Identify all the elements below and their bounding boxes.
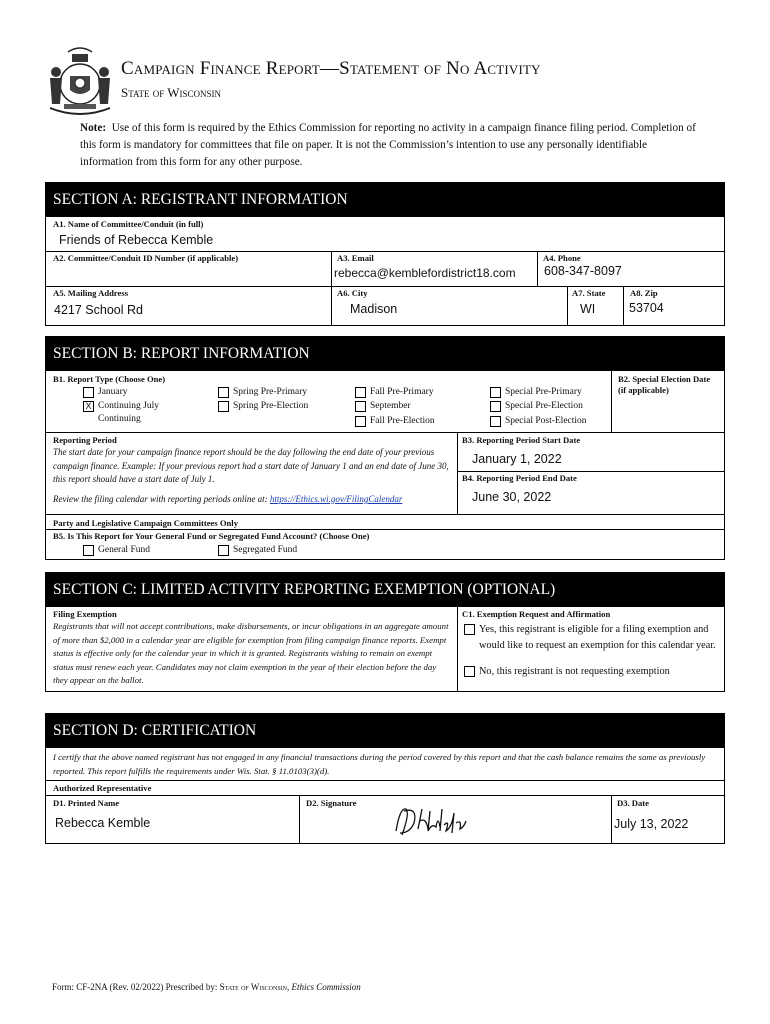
checkbox[interactable] [355,416,366,427]
mailing-address-field[interactable]: 4217 School Rd [54,303,143,317]
a4-label: A4. Phone [543,253,581,263]
fund-segregated[interactable]: Segregated Fund [218,545,297,556]
report-type-january[interactable]: January [83,387,128,398]
party-label: Party and Legislative Campaign Committees Only [53,518,238,528]
a8-label: A8. Zip [630,288,658,298]
exemption-yes-option[interactable]: Yes, this registrant is eligible for a filing exemption and would like to request an exemption for this calendar year. [464,622,720,653]
report-type-special-post-election[interactable]: Special Post-Election [490,416,587,427]
filing-exemption-text: Registrants that will not accept contributions, make disbursements, or incur obligations in an aggregate amount of more than $2,000 in a calendar year are eligible for exemption from filing campaign finance reports. Exempt status is effective only for the calendar year in which it is granted. Registrants wishing to remain on exempt status must renew each year. Candidates may not claim exemption in the year of their election before the day they appear on the ballot. [53,621,449,685]
authorized-rep-label: Authorized Representative [53,783,152,793]
committee-id-field[interactable] [59,266,319,282]
section-d-heading: SECTION D: CERTIFICATION [45,713,725,748]
section-c-heading: SECTION C: LIMITED ACTIVITY REPORTING EXEMPTION (OPTIONAL) [45,572,725,607]
email-field[interactable]: rebecca@kemblefordistrict18.com [334,266,516,280]
zip-field[interactable]: 53704 [629,301,664,315]
calendar-note: Review the filing calendar with reporting periods online at: https://Ethics.wi.gov/FilingCalendar [53,494,403,504]
note-label: Note [80,122,103,134]
checkbox[interactable] [464,666,475,677]
printed-name-field[interactable]: Rebecca Kemble [55,816,151,830]
checkbox[interactable] [218,387,229,398]
checkbox[interactable] [490,401,501,412]
checkbox[interactable] [490,416,501,427]
checkbox[interactable]: X [83,401,94,412]
reporting-period-text: The start date for your campaign finance report should be the day following the end date of your previous campaign finance. Example: If your previous report had a start date of January 1 and an end date of June 30, this report should have a start date of July 1. [53,447,449,484]
form-footer: Form: CF-2NA (Rev. 02/2022) Prescribed by: State of Wisconsin, Ethics Commission [52,982,361,992]
committee-name-field[interactable]: Friends of Rebecca Kemble [59,233,214,247]
end-date-field[interactable]: June 30, 2022 [472,490,552,504]
b2-label: B2. Special Election Date (if applicable) [618,374,711,395]
signature-image [392,801,468,839]
d2-label: D2. Signature [306,798,357,808]
a6-label: A6. City [337,288,368,298]
d1-label: D1. Printed Name [53,798,120,808]
date-field[interactable]: July 13, 2022 [614,817,689,831]
checkbox[interactable] [218,401,229,412]
checkbox[interactable] [464,624,475,635]
section-a-heading: SECTION A: REGISTRANT INFORMATION [45,182,725,217]
c1-label: C1. Exemption Request and Affirmation [462,609,611,619]
b4-label: B4. Reporting Period End Date [462,473,577,483]
note-text: Use of this form is required by the Ethics Commission for reporting no activity in a campaign finance filing period. Completion of this form is mandatory for committees that file on paper. It is not the Commission’s intention to use any personally identifiable information from this form for any other purpose. [80,122,696,168]
a5-label: A5. Mailing Address [53,288,129,298]
b3-label: B3. Reporting Period Start Date [462,435,581,445]
report-type-fall-pre-primary[interactable]: Fall Pre-Primary [355,387,434,398]
a1-label: A1. Name of Committee/Conduit (in full) [53,219,204,229]
phone-field[interactable]: 608-347-8097 [544,264,622,278]
checkbox[interactable] [490,387,501,398]
report-type-spring-pre-election[interactable]: Spring Pre-Election [218,401,308,412]
report-type-september[interactable]: September [355,401,411,412]
certification-text: I certify that the above named registrant has not engaged in any financial transactions during the period covered by this report and that the cash balance remains the same as previously reported. This report fulfills the requirements under Wis. Stat. § 11.0103(3)(d). [53,752,706,776]
exemption-no-option[interactable]: No, this registrant is not requesting exemption [464,666,670,677]
a7-label: A7. State [572,288,606,298]
report-type-continuing: Continuing [98,414,141,424]
b5-label: B5. Is This Report for Your General Fund or Segregated Fund Account? (Choose One) [53,531,370,541]
privacy-note: Note: Use of this form is required by the Ethics Commission for reporting no activity in a campaign finance filing period. Completion of this form is mandatory for committees that file on paper. It is not the Commission’s intention to use any personally identifiable information from this form for any other purpose. [80,122,696,168]
state-field[interactable]: WI [580,302,596,316]
checkbox[interactable] [218,545,229,556]
checkbox[interactable] [355,401,366,412]
form-subtitle: State of Wisconsin [121,85,222,100]
form-title: Campaign Finance Report—Statement of No Activity [121,58,541,79]
report-type-fall-pre-election[interactable]: Fall Pre-Election [355,416,435,427]
report-type-spring-pre-primary[interactable]: Spring Pre-Primary [218,387,307,398]
checkbox[interactable] [355,387,366,398]
fund-general[interactable]: General Fund [83,545,150,556]
b1-label: B1. Report Type (Choose One) [53,374,166,384]
section-b-heading: SECTION B: REPORT INFORMATION [45,336,725,371]
checkbox[interactable] [83,387,94,398]
report-type-special-pre-primary[interactable]: Special Pre-Primary [490,387,582,398]
report-type-special-pre-election[interactable]: Special Pre-Election [490,401,583,412]
state-seal-icon [44,42,116,120]
city-field[interactable]: Madison [350,302,398,316]
checkbox[interactable] [83,545,94,556]
filing-exemption-label: Filing Exemption [53,609,117,619]
a3-label: A3. Email [337,253,374,263]
report-type-continuing-july[interactable]: X Continuing July [83,401,159,412]
d3-label: D3. Date [617,798,649,808]
start-date-field[interactable]: January 1, 2022 [472,452,562,466]
filing-calendar-link[interactable]: https://Ethics.wi.gov/FilingCalendar [269,494,403,504]
reporting-period-label: Reporting Period [53,435,117,445]
a2-label: A2. Committee/Conduit ID Number (if applicable) [53,253,239,263]
